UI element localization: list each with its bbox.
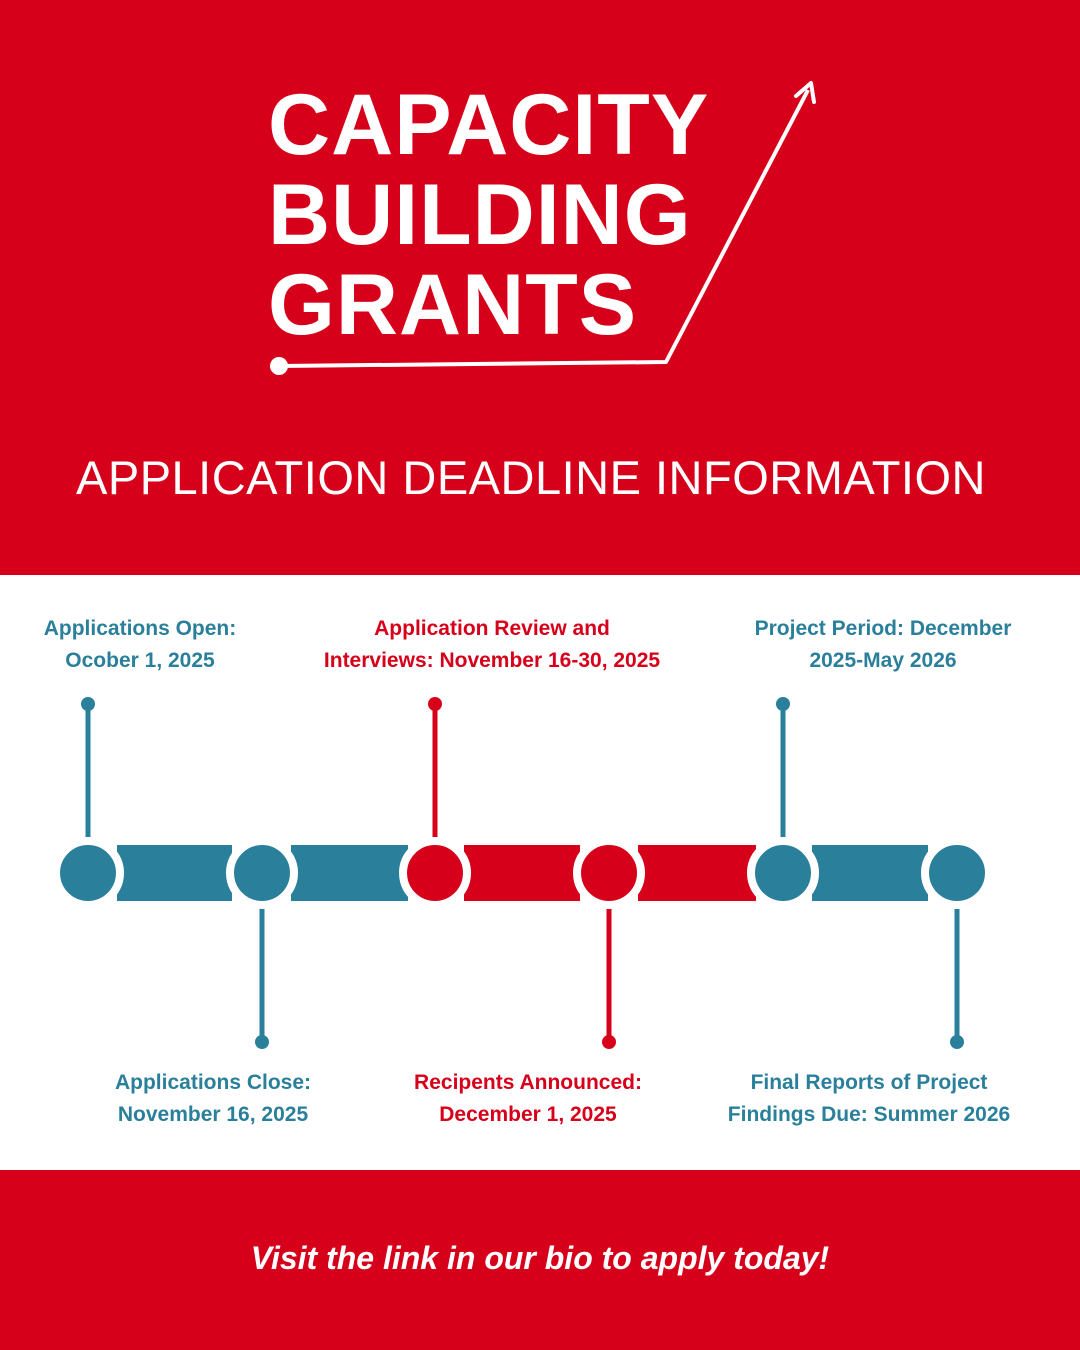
label-line: Interviews: November 16-30, 2025	[323, 649, 661, 672]
milestone-label-applications-close	[73, 1067, 353, 1131]
milestone-node	[56, 841, 120, 905]
milestone-label-final-reports	[689, 1067, 1049, 1131]
stem-dot	[602, 1035, 616, 1049]
label-line: Project Period: December	[754, 617, 1012, 640]
stem-dot	[81, 697, 95, 711]
stem-dot	[255, 1035, 269, 1049]
stem-dot	[776, 697, 790, 711]
milestone-label-review-interviews	[272, 613, 712, 677]
timeline-segment	[117, 845, 232, 901]
label-line: Recipents Announced:	[414, 1071, 642, 1094]
milestone-label-recipients-announced	[378, 1067, 678, 1131]
stem-dot	[950, 1035, 964, 1049]
label-line: November 16, 2025	[117, 1103, 309, 1126]
label-line: Findings Due: Summer 2026	[727, 1103, 1011, 1126]
label-line: Application Review and	[374, 617, 610, 640]
label-line: Applications Close:	[114, 1071, 312, 1094]
title-line-1: CAPACITY	[268, 77, 710, 173]
title-line-2: BUILDING	[268, 167, 692, 263]
label-line: 2025-May 2026	[809, 649, 957, 672]
milestone-node	[925, 841, 989, 905]
timeline-segment	[291, 845, 408, 901]
milestone-node	[751, 841, 815, 905]
label-line: Ocober 1, 2025	[65, 649, 215, 672]
timeline-segment	[464, 845, 580, 901]
label-line: Applications Open:	[43, 617, 237, 640]
subtitle: APPLICATION DEADLINE INFORMATION	[76, 451, 986, 504]
label-line: December 1, 2025	[439, 1103, 617, 1126]
stem-dot	[428, 697, 442, 711]
milestone-node	[577, 841, 641, 905]
milestone-node	[230, 841, 294, 905]
milestone-node	[403, 841, 467, 905]
call-to-action: Visit the link in our bio to apply today!	[250, 1240, 830, 1276]
timeline-segment	[638, 845, 756, 901]
milestone-label-project-period	[713, 613, 1053, 677]
milestone-label-applications-open	[0, 613, 280, 677]
title-line-3: GRANTS	[268, 257, 638, 353]
timeline-segment	[812, 845, 928, 901]
label-line: Final Reports of Project	[750, 1071, 988, 1094]
